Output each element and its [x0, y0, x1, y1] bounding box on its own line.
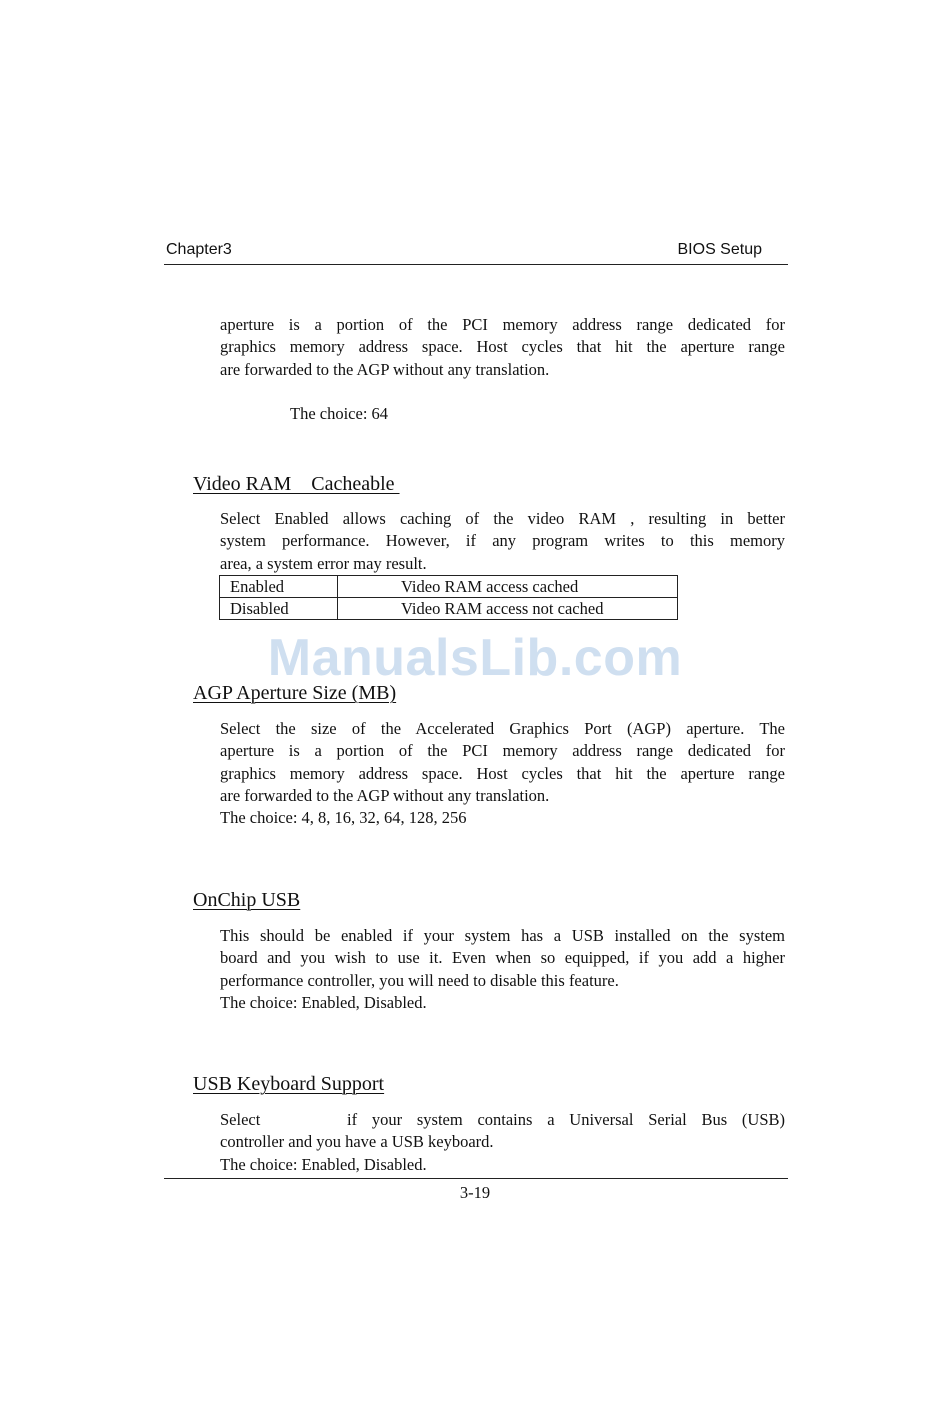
intro-choice: The choice: 64: [290, 404, 389, 423]
table-row: [220, 576, 678, 598]
watermark: ManualsLib.com: [267, 629, 683, 687]
select-word: Select: [220, 1110, 261, 1129]
paragraph-line: aperture is a portion of the PCI memory address range dedicated for: [220, 741, 785, 761]
paragraph-line: performance controller, you will need to disable this feature.: [220, 970, 619, 990]
video-ram-paragraph: [220, 508, 785, 575]
table-cell-option: Enabled: [220, 576, 338, 598]
intro-paragraph: [220, 314, 785, 381]
choice-line: The choice: Enabled, Disabled.: [220, 992, 427, 1012]
chapter-label: Chapter3: [166, 241, 232, 258]
paragraph-line: area, a system error may result.: [220, 553, 427, 573]
paragraph-line: graphics memory address space. Host cycles that hit the aperture range: [220, 337, 785, 357]
line-rest: if your system contains a Universal Serial Bus (USB): [347, 1110, 785, 1129]
paragraph-line: system performance. However, if any program writes to this memory: [220, 531, 785, 551]
paragraph-line: graphics memory address space. Host cycles that hit the aperture range: [220, 763, 785, 783]
paragraph-line: are forwarded to the AGP without any translation.: [220, 785, 550, 805]
table-cell-description: Video RAM access cached: [338, 576, 678, 598]
paragraph-line: board and you wish to use it. Even when so equipped, if you add a higher: [220, 948, 785, 968]
paragraph-line: Select the size of the Accelerated Graphics Port (AGP) aperture. The: [220, 719, 785, 738]
video-ram-heading: Video RAM Cacheable: [193, 473, 400, 495]
paragraph-line: aperture is a portion of the PCI memory address range dedicated for: [220, 315, 785, 334]
paragraph-line: controller and you have a USB keyboard.: [220, 1132, 494, 1152]
choice-line: The choice: 4, 8, 16, 32, 64, 128, 256: [220, 808, 467, 828]
agp-aperture-heading: AGP Aperture Size (MB): [193, 682, 397, 704]
page-number: 3-19: [459, 1183, 491, 1202]
paragraph-line: Select Enabled allows caching of the video RAM , resulting in better: [220, 509, 785, 528]
footer-rule: [164, 1178, 788, 1179]
section-label: BIOS Setup: [677, 241, 762, 258]
choice-line: The choice: Enabled, Disabled.: [220, 1154, 427, 1174]
usb-keyboard-paragraph: [220, 1109, 785, 1176]
table-row: [220, 598, 678, 620]
paragraph-line: [220, 1109, 785, 1131]
paragraph-line: are forwarded to the AGP without any translation.: [220, 359, 550, 379]
table-cell-option: Disabled: [220, 598, 338, 620]
agp-aperture-paragraph: [220, 718, 785, 829]
usb-keyboard-heading: USB Keyboard Support: [193, 1073, 385, 1095]
paragraph-line: This should be enabled if your system has a USB installed on the system: [220, 926, 785, 945]
table-cell-description: Video RAM access not cached: [338, 598, 678, 620]
onchip-usb-heading: OnChip USB: [193, 889, 301, 911]
page-header: [164, 240, 788, 265]
onchip-usb-paragraph: [220, 925, 785, 1014]
video-ram-options-table: [219, 575, 678, 620]
